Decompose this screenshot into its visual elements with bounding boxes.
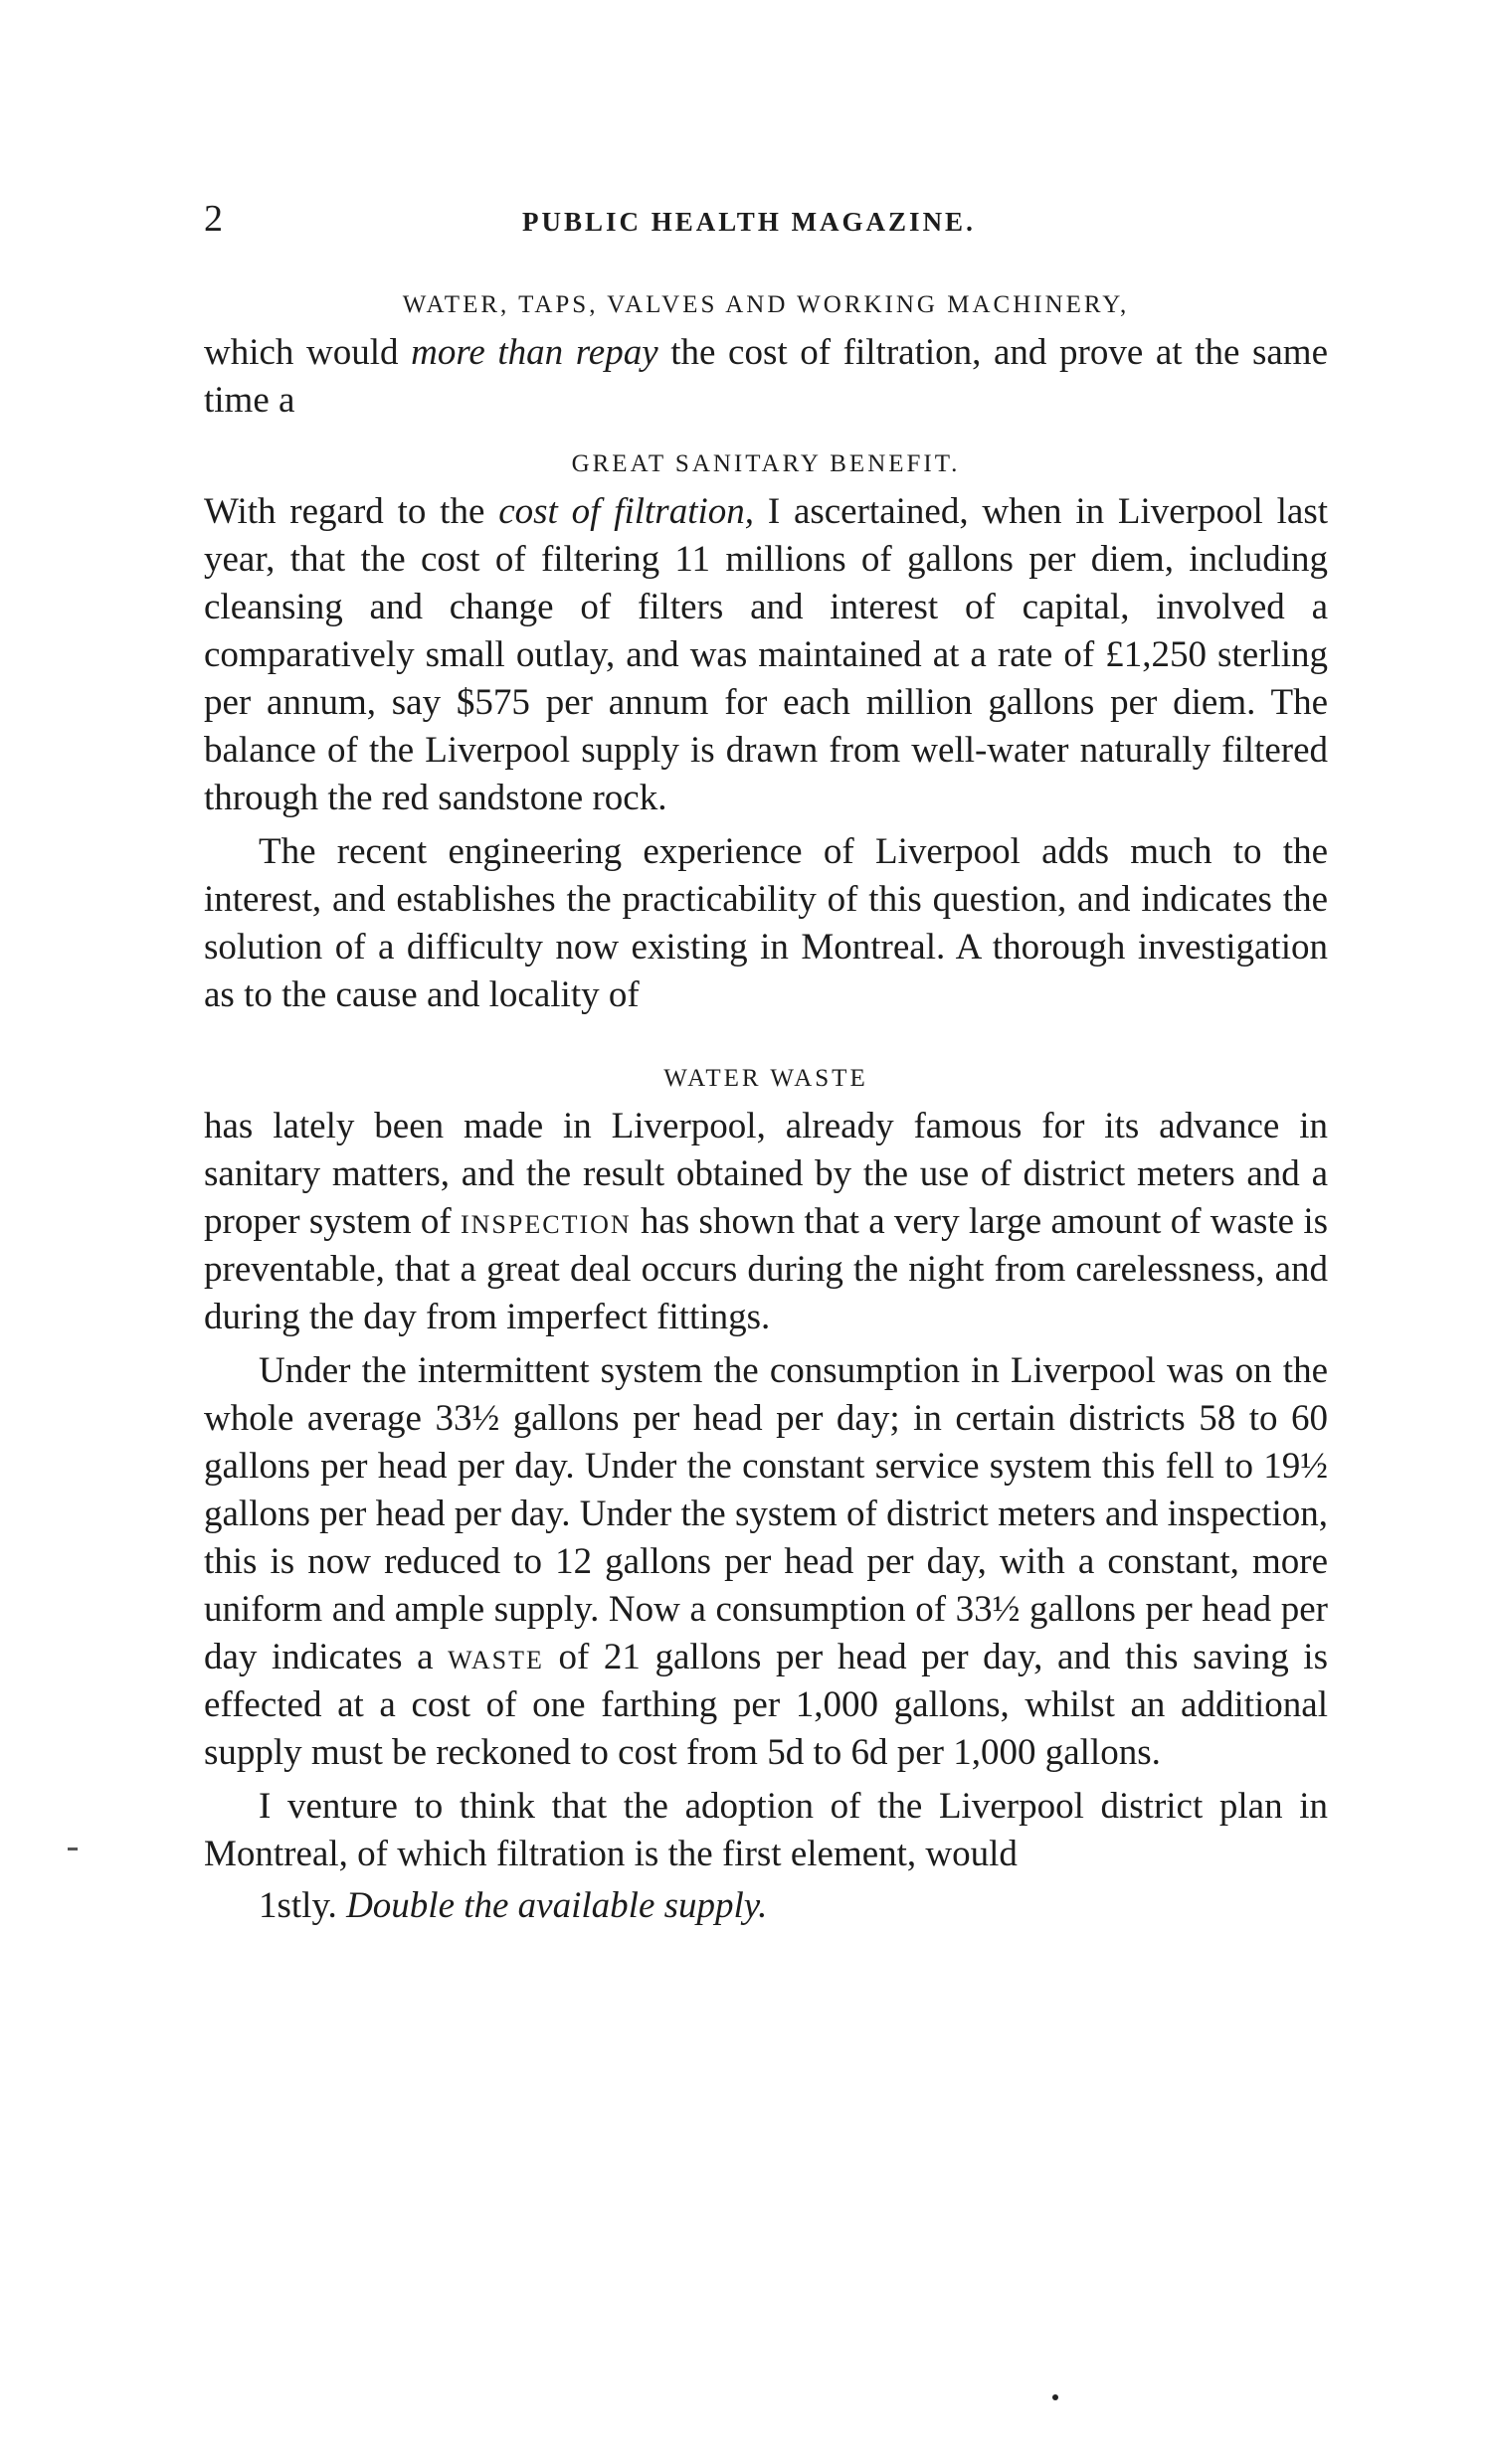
emphasis-text: cost of filtration, (498, 491, 755, 532)
paragraph-consumption-figures (204, 1347, 1328, 1777)
paragraph-text: With regard to the (204, 491, 499, 532)
paragraph-text: which would (204, 332, 412, 373)
paragraph-text: I ascertained, when in Liverpool last year, that the cost of filtering 11 millions of gallons per diem, including cleansing and change of filters and interest of capital, involved a comparatively small outlay, and was maintained at a rate of £1,250 sterling per annum, say $575 per annum for each million gallons per diem. The balance of the Liverpool supply is drawn from well-water naturally filtered through the red sandstone rock. (204, 491, 1328, 818)
paragraph-filtration-repay (204, 329, 1328, 425)
running-head (204, 194, 1328, 254)
running-head-title: PUBLIC HEALTH MAGAZINE. (522, 207, 976, 237)
smallcaps-text: inspection (461, 1201, 632, 1242)
emphasis-text: more than repay (411, 332, 658, 373)
section-heading-water-taps: WATER, TAPS, VALVES AND WORKING MACHINERY, (402, 291, 1130, 318)
paragraph-engineering-experience: The recent engineering experience of Liverpool adds much to the interest, and establishes the practicability of this question, and indicates the solution of a difficulty now existing in Montreal. A thorough investigation as to the cause and locality of (204, 831, 1328, 1015)
document-page (204, 194, 1328, 1930)
paragraph-text: the cost of filtration, and prove at the same time a (204, 332, 1328, 421)
paragraph-text: has lately been made in Liverpool, already famous for its advance in sanitary matters, and the result obtained by the use of district meters and a proper system of (204, 1106, 1328, 1242)
list-item-number: 1stly. (259, 1885, 347, 1926)
section-heading-water-waste: WATER WASTE (663, 1065, 868, 1092)
smallcaps-text: waste (448, 1637, 544, 1677)
section-heading-sanitary-benefit: GREAT SANITARY BENEFIT. (571, 450, 961, 477)
paragraph-cost-of-filtration (204, 488, 1328, 822)
list-item-first (204, 1882, 1328, 1930)
margin-mark (68, 1848, 78, 1850)
stray-dot (1052, 2394, 1058, 2400)
paragraph-text: has shown that a very large amount of waste is preventable, that a great deal occurs during the night from carelessness, and during the day from imperfect fittings. (204, 1201, 1329, 1337)
page-number: 2 (204, 198, 223, 240)
paragraph-liverpool-plan: I venture to think that the adoption of the Liverpool district plan in Montreal, of which filtration is the first element, would (204, 1786, 1328, 1874)
emphasis-text: Double the available supply. (346, 1885, 768, 1926)
paragraph-text: of 21 gallons per head per day, and this saving is effected at a cost of one farthing per 1,000 gallons, whilst an additional supply must be reckoned to cost from 5d to 6d per 1,000 gallons. (204, 1637, 1328, 1773)
paragraph-text: Under the intermittent system the consumption in Liverpool was on the whole average 33½ gallons per head per day; in certain districts 58 to 60 gallons per head per day. Under the constant service system this fell to 19½ gallons per head per day. Under the system of district meters and inspection, this is now reduced to 12 gallons per head per day, with a constant, more uniform and ample supply. Now a consumption of 33½ gallons per head per day indicates a (204, 1350, 1328, 1677)
paragraph-district-meters (204, 1103, 1328, 1341)
